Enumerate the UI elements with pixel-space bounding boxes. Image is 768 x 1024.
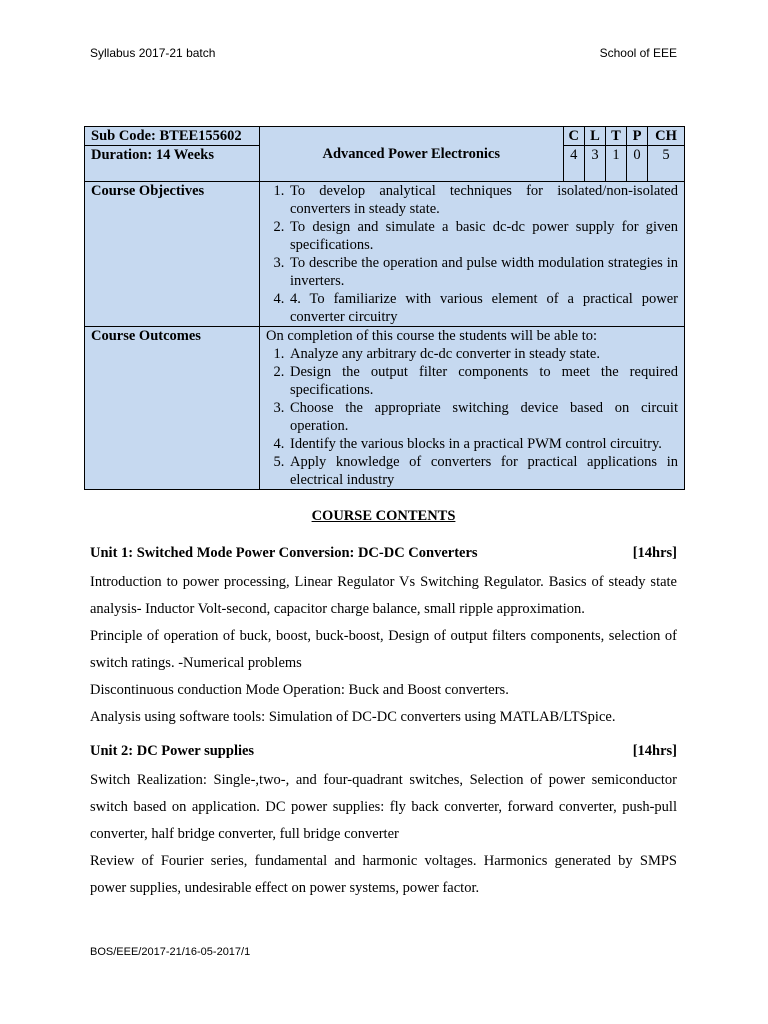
credit-value-c: 4 bbox=[563, 146, 584, 182]
unit-1-heading bbox=[90, 543, 677, 563]
outcome-item: 4. Identify the various blocks in a practical PWM control circuitry. bbox=[288, 435, 678, 453]
credit-value-l: 3 bbox=[585, 146, 606, 182]
objectives-cell bbox=[260, 182, 685, 327]
outcomes-cell bbox=[260, 327, 685, 490]
course-title: Advanced Power Electronics bbox=[260, 127, 564, 182]
credit-value-p: 0 bbox=[627, 146, 648, 182]
unit-1-paragraph: Discontinuous conduction Mode Operation: Buck and Boost converters. bbox=[90, 682, 509, 698]
credit-header-p: P bbox=[627, 127, 648, 146]
outcomes-list bbox=[266, 345, 678, 489]
objective-item: 1. To develop analytical techniques for isolated/non-isolated converters in steady state. bbox=[288, 182, 678, 218]
footer-reference: BOS/EEE/2017-21/16-05-2017/1 bbox=[90, 946, 251, 958]
credit-header-t: T bbox=[606, 127, 627, 146]
credit-header-ch: CH bbox=[648, 127, 685, 146]
outcome-item: 1. Analyze any arbitrary dc-dc converter in steady state. bbox=[288, 345, 678, 363]
course-contents-title: COURSE CONTENTS bbox=[311, 508, 456, 524]
unit-2-title: Unit 2: DC Power supplies bbox=[90, 743, 255, 759]
objective-item: 2. To design and simulate a basic dc-dc power supply for given specifications. bbox=[288, 218, 678, 254]
header-batch: Syllabus 2017-21 batch bbox=[90, 46, 216, 60]
credit-header-c: C bbox=[563, 127, 584, 146]
course-contents bbox=[90, 498, 677, 902]
unit-1-paragraph: Analysis using software tools: Simulation of DC-DC converters using MATLAB/LTSpice. bbox=[90, 709, 616, 725]
duration: Duration: 14 Weeks bbox=[85, 146, 260, 182]
unit-2-paragraph: Review of Fourier series, fundamental and harmonic voltages. Harmonics generated by SMPS power supplies, undesirable effect on power systems, power factor. bbox=[90, 853, 677, 896]
credit-header-l: L bbox=[585, 127, 606, 146]
unit-1-paragraph: Introduction to power processing, Linear Regulator Vs Switching Regulator. Basics of steady state analysis- Inductor Volt-second, capacitor charge balance, small ripple approximation. bbox=[90, 574, 677, 617]
unit-2-heading bbox=[90, 741, 677, 761]
outcomes-row bbox=[85, 327, 685, 490]
objectives-list bbox=[266, 182, 678, 326]
objectives-label: Course Objectives bbox=[85, 182, 260, 327]
credit-header-row bbox=[85, 127, 685, 146]
objective-item: 4. 4. To familiarize with various element of a practical power converter circuitry bbox=[288, 290, 678, 326]
unit-2-hours: [14hrs] bbox=[632, 743, 677, 759]
header-school: School of EEE bbox=[599, 46, 677, 60]
outcome-item: 3. Choose the appropriate switching device based on circuit operation. bbox=[288, 399, 678, 435]
outcomes-intro: On completion of this course the students will be able to: bbox=[266, 328, 598, 344]
objectives-row bbox=[85, 182, 685, 327]
outcome-item: 5. Apply knowledge of converters for practical applications in electrical industry bbox=[288, 453, 678, 489]
sub-code: Sub Code: BTEE155602 bbox=[85, 127, 260, 146]
course-info-table bbox=[84, 126, 685, 490]
credit-value-ch: 5 bbox=[648, 146, 685, 182]
unit-1-hours: [14hrs] bbox=[632, 545, 677, 561]
unit-1-paragraph: Principle of operation of buck, boost, buck-boost, Design of output filters components, selection of switch ratings. -Numerical problems bbox=[90, 628, 677, 671]
objective-item: 3. To describe the operation and pulse width modulation strategies in inverters. bbox=[288, 254, 678, 290]
outcome-item: 2. Design the output filter components to meet the required specifications. bbox=[288, 363, 678, 399]
unit-2-paragraph: Switch Realization: Single-,two-, and four-quadrant switches, Selection of power semiconductor switch based on application. DC power supplies: fly back converter, forward converter, push-pull converter, half bridge converter, full bridge converter bbox=[90, 772, 677, 842]
outcomes-label: Course Outcomes bbox=[85, 327, 260, 490]
credit-value-t: 1 bbox=[606, 146, 627, 182]
unit-1-title: Unit 1: Switched Mode Power Conversion: DC-DC Converters bbox=[90, 545, 478, 561]
